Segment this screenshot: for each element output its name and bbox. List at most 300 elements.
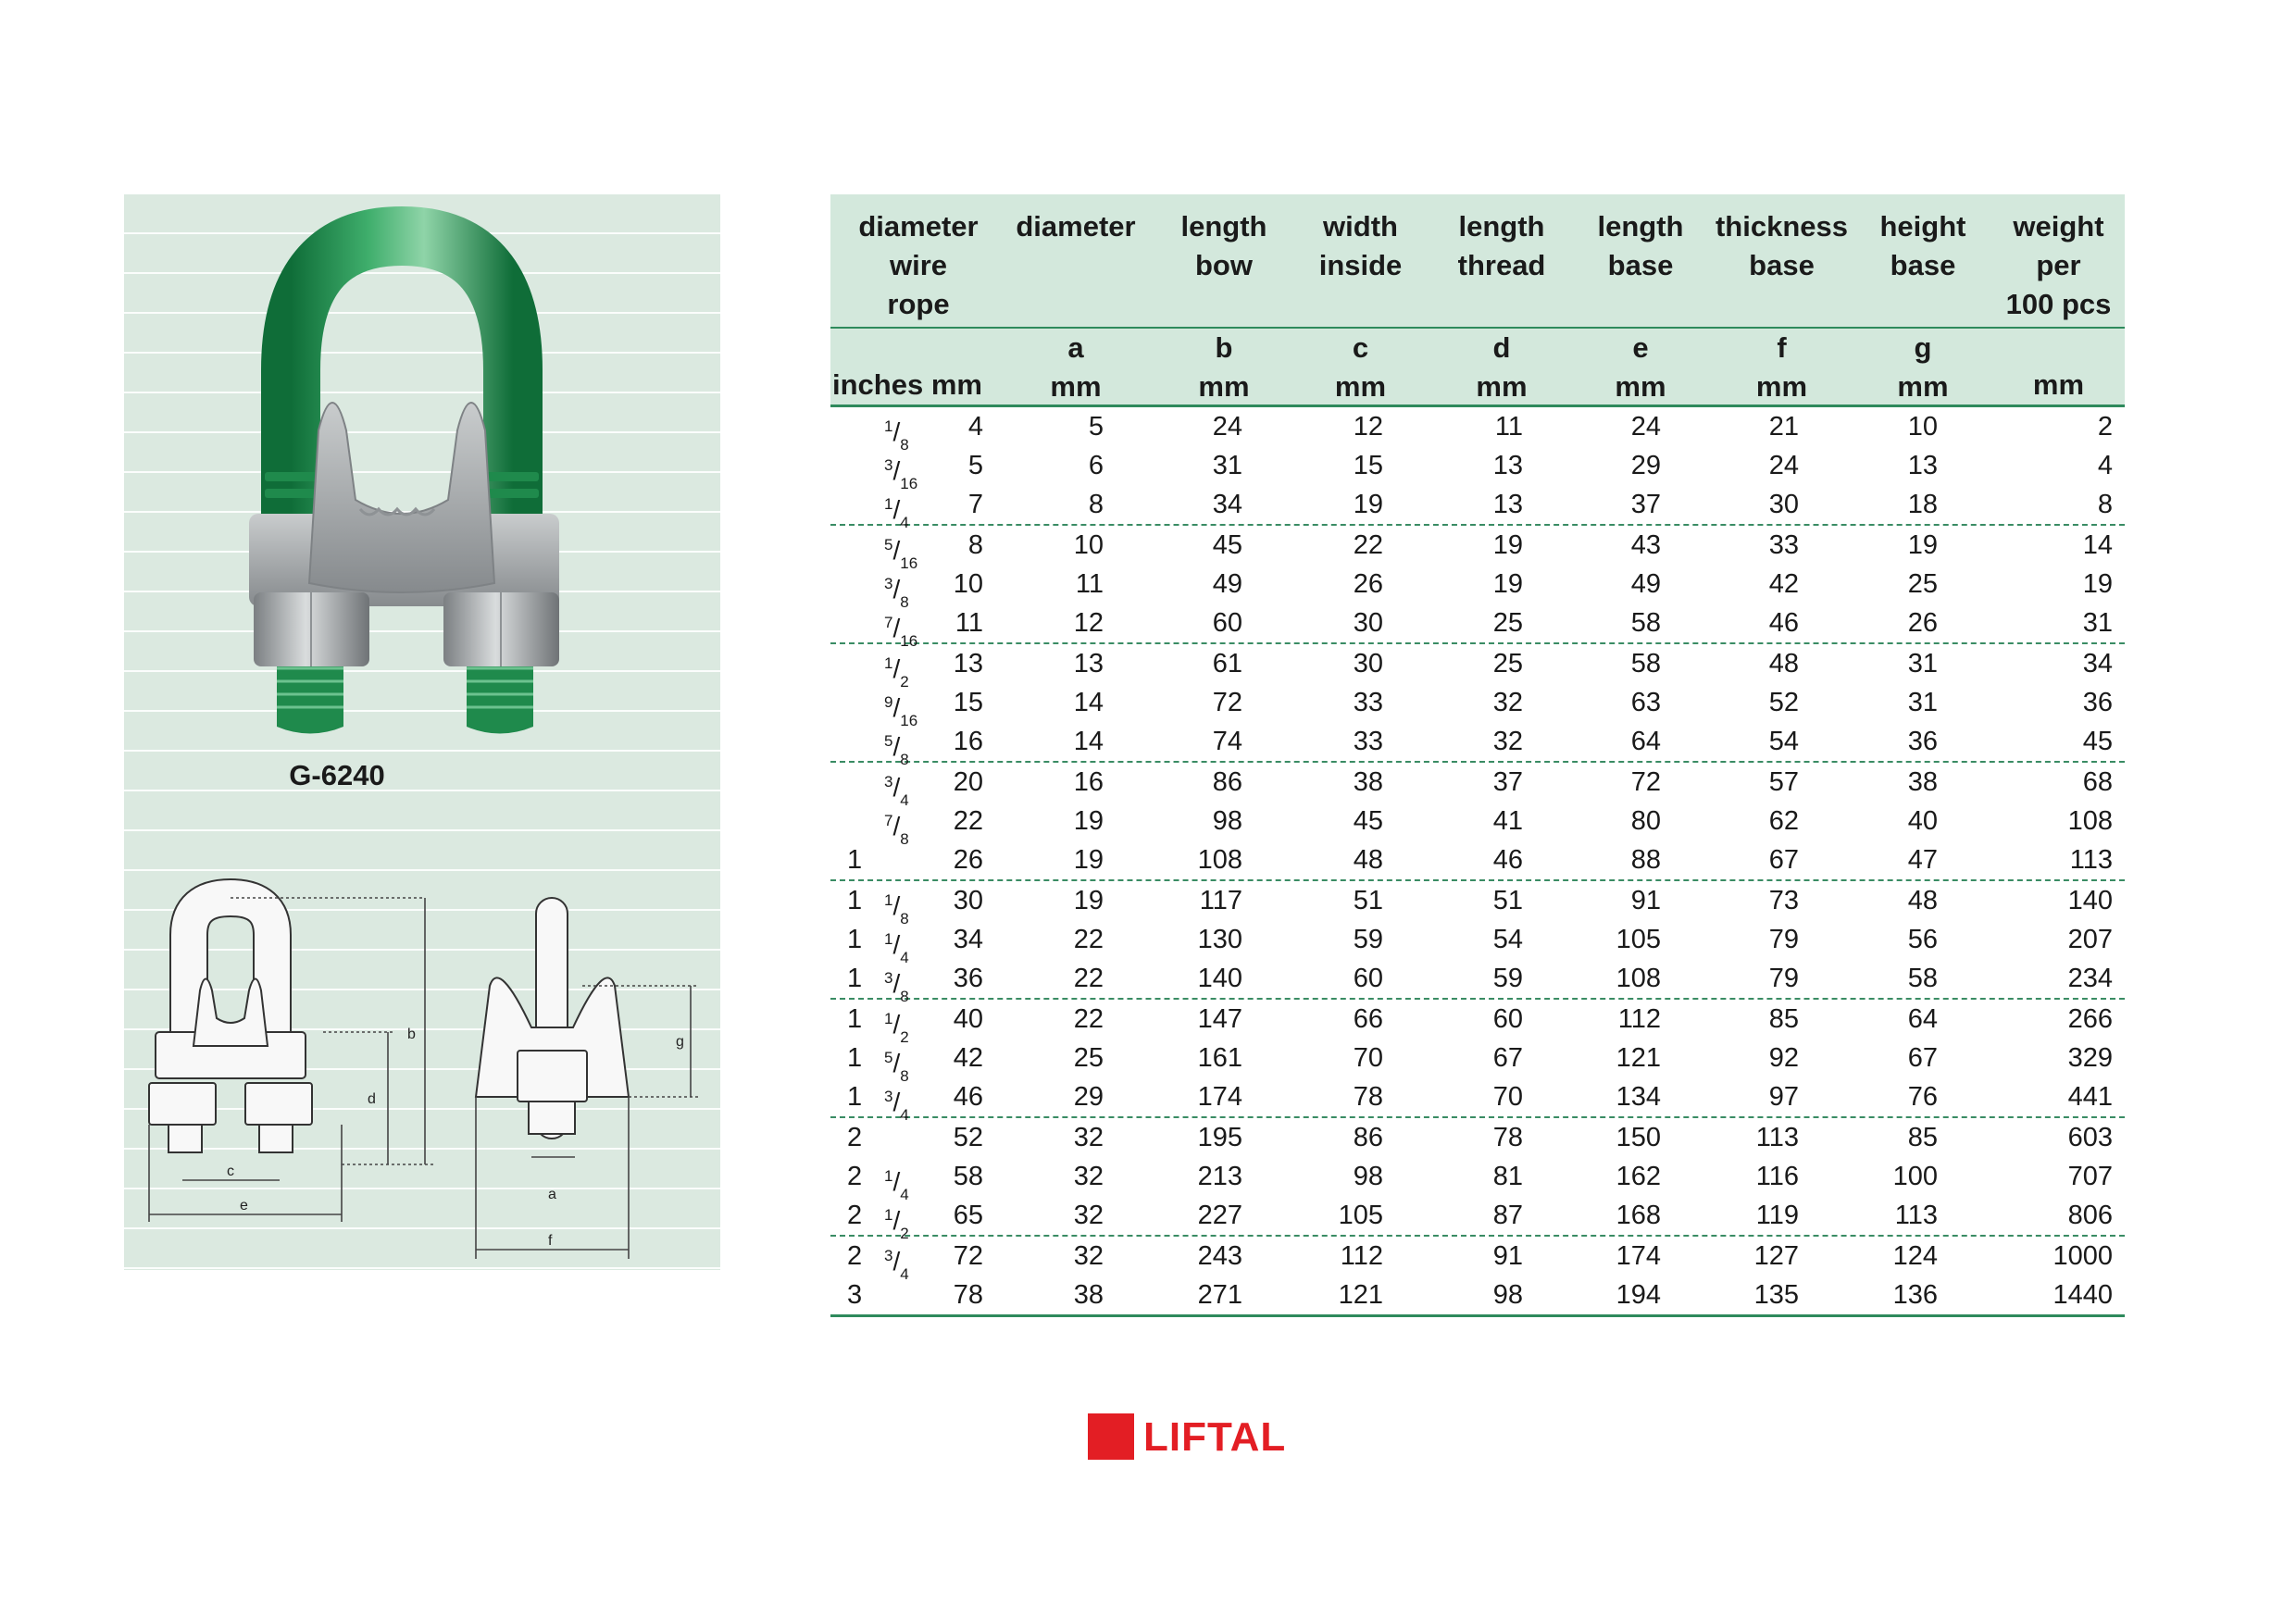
cell-inches-fraction: $^5/_8$ [884,732,909,768]
cell-inches-fraction: $^1/_2$ [884,1206,909,1242]
cell-e: 174 [1616,1241,1661,1271]
cell-a: 22 [1073,925,1104,954]
cell-g: 13 [1907,451,1938,480]
cell-a: 14 [1073,688,1104,717]
technical-drawing-front [149,898,312,1152]
cell-b: 147 [1197,1004,1242,1034]
row-group [830,881,2125,1005]
cell-c: 51 [1353,886,1383,915]
cell-mm: 11 [955,608,983,638]
table-header-sub [830,329,2125,407]
cell-e: 105 [1616,925,1661,954]
dim-label-g: g [676,1034,684,1050]
cell-g: 48 [1907,886,1938,915]
cell-e: 134 [1616,1082,1661,1112]
cell-a: 16 [1073,767,1104,797]
cell-a: 8 [1088,490,1104,519]
cell-w: 19 [2082,569,2113,599]
cell-d: 60 [1492,1004,1523,1034]
cell-inches-whole: 1 [847,845,863,875]
cell-f: 79 [1768,925,1799,954]
table-row [830,840,2125,879]
cell-mm: 20 [953,767,983,797]
cell-w: 34 [2082,649,2113,678]
cell-inches-fraction: $^1/_4$ [884,1167,909,1203]
technical-drawing-side [476,898,629,1139]
cell-a: 32 [1073,1201,1104,1230]
cell-e: 150 [1616,1123,1661,1152]
row-group [830,1118,2125,1242]
cell-mm: 40 [953,1004,983,1034]
cell-c: 105 [1338,1201,1383,1230]
hdr-height-base-unit: g mm [1897,331,1949,403]
cell-g: 47 [1907,845,1938,875]
cell-inches-whole: 1 [847,1082,863,1112]
table-row [830,644,2125,691]
cell-c: 48 [1353,845,1383,875]
product-panel [124,194,720,1270]
cell-f: 127 [1753,1241,1799,1271]
cell-c: 22 [1353,530,1383,560]
table-row [830,1157,2125,1203]
cell-g: 56 [1907,925,1938,954]
cell-g: 31 [1907,688,1938,717]
table-row [830,1118,2125,1157]
cell-b: 130 [1197,925,1242,954]
cell-d: 98 [1492,1280,1523,1310]
cell-inches-fraction: $^1/_2$ [884,1010,909,1046]
table-row [830,446,2125,492]
cell-a: 5 [1088,412,1104,442]
cell-mm: 46 [953,1082,983,1112]
cell-inches-fraction: $^3/_4$ [884,1247,909,1283]
dim-label-d: d [368,1091,376,1107]
cell-b: 86 [1212,767,1242,797]
cell-g: 19 [1907,530,1938,560]
cell-mm: 5 [967,451,983,480]
cell-inches-fraction: $^1/_2$ [884,654,909,691]
table-row [830,526,2125,572]
cell-w: 1440 [2053,1280,2113,1310]
cell-g: 64 [1907,1004,1938,1034]
cell-b: 61 [1212,649,1242,678]
cell-mm: 16 [953,727,983,756]
cell-a: 19 [1073,845,1104,875]
cell-a: 12 [1073,608,1104,638]
hdr-length-bow-unit: b mm [1198,331,1250,403]
table-row [830,485,2125,531]
cell-e: 43 [1630,530,1661,560]
cell-mm: 22 [953,806,983,836]
cell-g: 18 [1907,490,1938,519]
cell-e: 58 [1630,649,1661,678]
cell-b: 195 [1197,1123,1242,1152]
cell-e: 72 [1630,767,1661,797]
cell-b: 45 [1212,530,1242,560]
cell-f: 24 [1768,451,1799,480]
cell-g: 124 [1892,1241,1938,1271]
cell-e: 49 [1630,569,1661,599]
hdr-thickness-base: thickness base [1715,210,1848,281]
cell-b: 227 [1197,1201,1242,1230]
cell-c: 70 [1353,1043,1383,1073]
cell-inches-whole: 1 [847,886,863,915]
hdr-length-bow: length bow [1180,210,1267,281]
cell-d: 13 [1492,490,1523,519]
cell-a: 25 [1073,1043,1104,1073]
cell-d: 78 [1492,1123,1523,1152]
cell-b: 72 [1212,688,1242,717]
row-group [830,526,2125,650]
cell-d: 25 [1492,649,1523,678]
cell-w: 8 [2097,490,2113,519]
cell-g: 100 [1892,1162,1938,1191]
hdr-diameter: diameter [1016,210,1136,243]
cell-d: 11 [1494,412,1523,442]
cell-mm: 34 [953,925,983,954]
cell-c: 86 [1353,1123,1383,1152]
cell-w: 4 [2097,451,2113,480]
cell-inches-fraction: $^9/_{16}$ [884,693,918,729]
cell-e: 37 [1630,490,1661,519]
table-row [830,763,2125,809]
cell-c: 112 [1340,1241,1383,1271]
cell-inches-whole: 3 [847,1280,863,1310]
cell-f: 48 [1768,649,1799,678]
cell-w: 603 [2067,1123,2113,1152]
cell-inches-whole: 2 [847,1162,863,1191]
cell-f: 42 [1768,569,1799,599]
cell-w: 207 [2067,925,2113,954]
cell-e: 24 [1630,412,1661,442]
cell-g: 38 [1907,767,1938,797]
cell-c: 121 [1338,1280,1383,1310]
cell-c: 33 [1353,688,1383,717]
hdr-thickness-base-unit: f mm [1755,331,1808,403]
cell-mm: 13 [953,649,983,678]
cell-g: 26 [1907,608,1938,638]
cell-d: 46 [1492,845,1523,875]
dim-label-a: a [548,1187,556,1202]
logo-text: LIFTAL [1143,1414,1287,1460]
cell-w: 234 [2067,964,2113,993]
cell-f: 46 [1768,608,1799,638]
cell-a: 22 [1073,964,1104,993]
cell-inches-fraction: $^1/_8$ [884,417,909,454]
cell-f: 73 [1768,886,1799,915]
cell-c: 59 [1353,925,1383,954]
cell-e: 80 [1630,806,1661,836]
cell-b: 140 [1197,964,1242,993]
cell-w: 2 [2097,412,2113,442]
row-group [830,1000,2125,1124]
cell-e: 121 [1616,1043,1661,1073]
cell-inches-fraction: $^1/_4$ [884,495,909,531]
cell-g: 40 [1907,806,1938,836]
cell-b: 117 [1199,886,1242,915]
cell-g: 36 [1907,727,1938,756]
cell-c: 66 [1353,1004,1383,1034]
cell-e: 29 [1630,451,1661,480]
cell-inches-fraction: $^5/_{16}$ [884,536,918,572]
table-row [830,604,2125,650]
cell-inches-fraction: $^3/_8$ [884,575,909,611]
cell-c: 33 [1353,727,1383,756]
cell-inches-fraction: $^3/_{16}$ [884,456,918,492]
cell-mm: 58 [953,1162,983,1191]
cell-e: 112 [1617,1004,1661,1034]
cell-inches-fraction: $^3/_4$ [884,1088,909,1124]
cell-f: 54 [1768,727,1799,756]
cell-a: 32 [1073,1162,1104,1191]
cell-c: 12 [1353,412,1383,442]
cell-w: 113 [2069,845,2113,875]
cell-w: 707 [2067,1162,2113,1191]
cell-mm: 4 [967,412,983,442]
dim-label-e: e [240,1198,248,1214]
cell-a: 14 [1073,727,1104,756]
cell-b: 24 [1212,412,1242,442]
cell-g: 113 [1894,1201,1938,1230]
cell-w: 266 [2067,1004,2113,1034]
cell-b: 271 [1197,1280,1242,1310]
cell-a: 13 [1073,649,1104,678]
cell-g: 76 [1907,1082,1938,1112]
cell-inches-whole: 1 [847,1043,863,1073]
cell-mm: 65 [953,1201,983,1230]
cell-a: 32 [1073,1241,1104,1271]
cell-d: 25 [1492,608,1523,638]
cell-b: 243 [1197,1241,1242,1271]
hdr-width-inside: width inside [1318,210,1403,281]
hdr-length-thread-unit: d mm [1476,331,1528,403]
hdr-length-base: length base [1597,210,1684,281]
dim-label-f: f [548,1233,553,1249]
cell-a: 32 [1073,1123,1104,1152]
cell-f: 57 [1768,767,1799,797]
cell-f: 30 [1768,490,1799,519]
cell-c: 26 [1353,569,1383,599]
table-body [830,407,2125,1317]
hdr-width-inside-unit: c mm [1334,331,1387,403]
cell-c: 78 [1353,1082,1383,1112]
hdr-wire-rope-unit: inches mm [832,368,982,401]
cell-f: 52 [1768,688,1799,717]
cell-c: 45 [1353,806,1383,836]
cell-f: 79 [1768,964,1799,993]
cell-w: 108 [2067,806,2113,836]
model-label: G-6240 [289,759,385,791]
cell-w: 441 [2067,1082,2113,1112]
cell-b: 49 [1212,569,1242,599]
hdr-length-thread: length thread [1457,210,1546,281]
table-row [830,1276,2125,1314]
cell-g: 10 [1907,412,1938,442]
cell-w: 806 [2067,1201,2113,1230]
cell-f: 67 [1768,845,1799,875]
cell-d: 19 [1492,530,1523,560]
hdr-length-base-unit: e mm [1615,331,1666,403]
cell-w: 45 [2082,727,2113,756]
cell-f: 85 [1768,1004,1799,1034]
cell-d: 41 [1492,806,1523,836]
cell-e: 91 [1630,886,1661,915]
cell-c: 30 [1353,608,1383,638]
cell-c: 98 [1353,1162,1383,1191]
cell-w: 68 [2082,767,2113,797]
cell-b: 108 [1197,845,1242,875]
specification-table [830,194,2125,1317]
cell-c: 19 [1353,490,1383,519]
cell-a: 38 [1073,1280,1104,1310]
hdr-weight: weight per 100 pcs [2005,210,2112,320]
cell-d: 54 [1492,925,1523,954]
dim-label-c: c [227,1164,234,1179]
cell-f: 97 [1768,1082,1799,1112]
cell-f: 62 [1768,806,1799,836]
table-row [830,920,2125,966]
cell-a: 11 [1075,569,1104,599]
row-group [830,1237,2125,1317]
cell-b: 174 [1197,1082,1242,1112]
cell-d: 32 [1492,727,1523,756]
cell-mm: 78 [953,1280,983,1310]
cell-inches-fraction: $^7/_{16}$ [884,614,918,650]
cell-d: 32 [1492,688,1523,717]
cell-b: 34 [1212,490,1242,519]
cell-e: 168 [1616,1201,1661,1230]
cell-f: 33 [1768,530,1799,560]
cell-inches-whole: 1 [847,1004,863,1034]
cell-g: 58 [1907,964,1938,993]
cell-g: 136 [1892,1280,1938,1310]
cell-d: 81 [1492,1162,1523,1191]
cell-e: 162 [1616,1162,1661,1191]
cell-inches-fraction: $^3/_8$ [884,969,909,1005]
table-row [830,722,2125,768]
hdr-wire-rope: diameter wire rope [858,210,979,320]
cell-b: 31 [1212,451,1242,480]
cell-f: 135 [1753,1280,1799,1310]
cell-a: 19 [1073,806,1104,836]
cell-inches-whole: 2 [847,1123,863,1152]
cell-mm: 15 [953,688,983,717]
wire-rope-clip-illustration [124,194,720,1270]
table-row [830,881,2125,927]
cell-d: 67 [1492,1043,1523,1073]
cell-d: 13 [1492,451,1523,480]
cell-inches-fraction: $^1/_8$ [884,891,909,927]
cell-d: 37 [1492,767,1523,797]
cell-e: 58 [1630,608,1661,638]
cell-mm: 52 [953,1123,983,1152]
cell-c: 38 [1353,767,1383,797]
cell-c: 60 [1353,964,1383,993]
cell-d: 91 [1492,1241,1523,1271]
cell-inches-fraction: $^3/_4$ [884,773,909,809]
cell-mm: 72 [953,1241,983,1271]
table-row [830,1039,2125,1085]
cell-f: 119 [1755,1201,1799,1230]
row-group [830,407,2125,531]
logo-square-icon [1088,1413,1134,1460]
cell-d: 87 [1492,1201,1523,1230]
cell-b: 98 [1212,806,1242,836]
cell-inches-whole: 2 [847,1241,863,1271]
cell-inches-fraction: $^1/_4$ [884,930,909,966]
cell-e: 194 [1616,1280,1661,1310]
cell-a: 6 [1088,451,1104,480]
cell-mm: 26 [953,845,983,875]
cell-inches-fraction: $^7/_8$ [884,812,909,848]
dim-label-b: b [407,1027,416,1042]
hdr-weight-unit: mm [2032,368,2085,401]
cell-inches-whole: 2 [847,1201,863,1230]
row-group [830,763,2125,881]
table-row [830,802,2125,848]
cell-e: 63 [1630,688,1661,717]
cell-d: 19 [1492,569,1523,599]
cell-mm: 36 [953,964,983,993]
cell-inches-whole: 1 [847,964,863,993]
cell-b: 60 [1212,608,1242,638]
cell-mm: 42 [953,1043,983,1073]
cell-a: 19 [1073,886,1104,915]
cell-mm: 7 [967,490,983,519]
cell-c: 30 [1353,649,1383,678]
cell-w: 31 [2082,608,2113,638]
cell-f: 92 [1768,1043,1799,1073]
cell-mm: 30 [953,886,983,915]
cell-e: 108 [1616,964,1661,993]
cell-g: 25 [1907,569,1938,599]
table-row [830,407,2125,454]
cell-f: 116 [1755,1162,1799,1191]
cell-e: 88 [1630,845,1661,875]
cell-f: 21 [1768,412,1799,442]
table-row [830,1000,2125,1046]
cell-mm: 8 [967,530,983,560]
cell-a: 22 [1073,1004,1104,1034]
table-row [830,959,2125,1005]
cell-w: 36 [2082,688,2113,717]
table-row [830,683,2125,729]
table-row [830,1196,2125,1242]
cell-inches-fraction: $^5/_8$ [884,1049,909,1085]
table-row [830,1077,2125,1124]
cell-d: 70 [1492,1082,1523,1112]
cell-b: 74 [1212,727,1242,756]
table-row [830,1237,2125,1283]
cell-g: 85 [1907,1123,1938,1152]
cell-b: 213 [1197,1162,1242,1191]
cell-w: 14 [2082,530,2113,560]
table-row [830,565,2125,611]
cell-b: 161 [1197,1043,1242,1073]
cell-inches-whole: 1 [847,925,863,954]
cell-w: 329 [2067,1043,2113,1073]
cell-g: 67 [1907,1043,1938,1073]
cell-d: 51 [1492,886,1523,915]
cell-d: 59 [1492,964,1523,993]
cell-f: 113 [1755,1123,1799,1152]
cell-e: 64 [1630,727,1661,756]
table-header-top [830,194,2125,329]
cell-mm: 10 [953,569,983,599]
cell-w: 140 [2067,886,2113,915]
cell-a: 10 [1073,530,1104,560]
cell-c: 15 [1353,451,1383,480]
